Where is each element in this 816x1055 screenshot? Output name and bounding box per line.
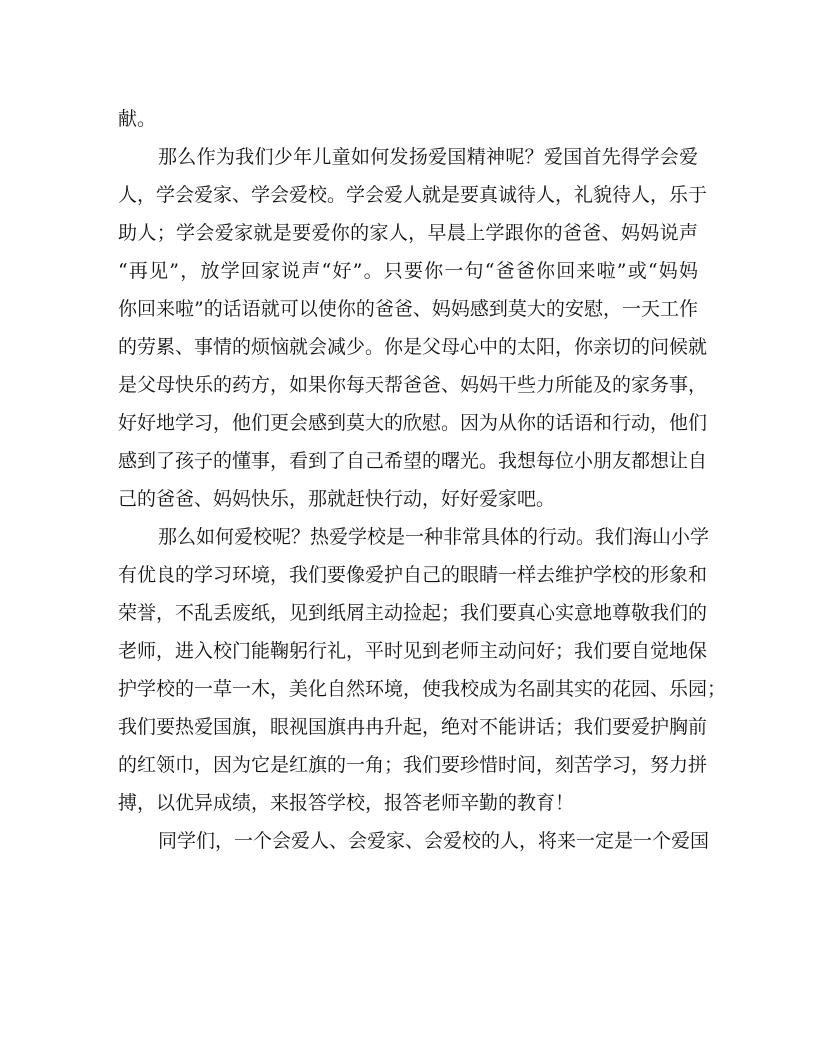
text-line: 老师，进入校门能鞠躬行礼，平时见到老师主动问好；我们要自觉地保 [118,640,708,662]
text-line: 的劳累、事情的烦恼就会减少。你是父母心中的太阳，你亲切的问候就 [118,336,708,358]
paragraph-start-line: 那么作为我们少年儿童如何发扬爱国精神呢？爱国首先得学会爱 [158,146,698,168]
text-line: 感到了孩子的懂事，看到了自己希望的曙光。我想每位小朋友都想让自 [118,450,708,472]
text-line: 献。 [118,108,157,130]
text-line: 护学校的一草一木，美化自然环境，使我校成为名副其实的花园、乐园； [118,678,727,700]
text-line: 有优良的学习环境，我们要像爱护自己的眼睛一样去维护学校的形象和 [118,564,708,586]
paragraph-start-line: 同学们，一个会爱人、会爱家、会爱校的人，将来一定是一个爱国 [158,830,710,852]
text-line: 我们要热爱国旗，眼视国旗冉冉升起，绝对不能讲话；我们要爱护胸前 [118,716,708,738]
paragraph-start-line: 那么如何爱校呢？热爱学校是一种非常具体的行动。我们海山小学 [158,526,710,548]
text-line: 是父母快乐的药方，如果你每天帮爸爸、妈妈干些力所能及的家务事， [118,374,708,396]
document-page [118,100,727,860]
text-line: 的红领巾，因为它是红旗的一角；我们要珍惜时间，刻苦学习，努力拼 [118,754,708,776]
text-line: 好好地学习，他们更会感到莫大的欣慰。因为从你的话语和行动，他们 [118,412,708,434]
paragraph-end-line: 己的爸爸、妈妈快乐，那就赶快行动，好好爱家吧。 [118,488,556,510]
text-line: 人，学会爱家、学会爱校。学会爱人就是要真诚待人，礼貌待人，乐于 [118,184,708,206]
text-line: 你回来啦”的话语就可以使你的爸爸、妈妈感到莫大的安慰，一天工作 [118,298,698,320]
text-line: 助人；学会爱家就是要爱你的家人，早晨上学跟你的爸爸、妈妈说声 [118,222,698,244]
paragraph-end-line: 搏，以优异成绩，来报答学校，报答老师辛勤的教育！ [118,792,575,814]
text-line: “再见”，放学回家说声“好”。只要你一句“爸爸你回来啦”或“妈妈 [118,260,698,282]
text-line: 荣誉，不乱丢废纸，见到纸屑主动捡起；我们要真心实意地尊敬我们的 [118,602,708,624]
